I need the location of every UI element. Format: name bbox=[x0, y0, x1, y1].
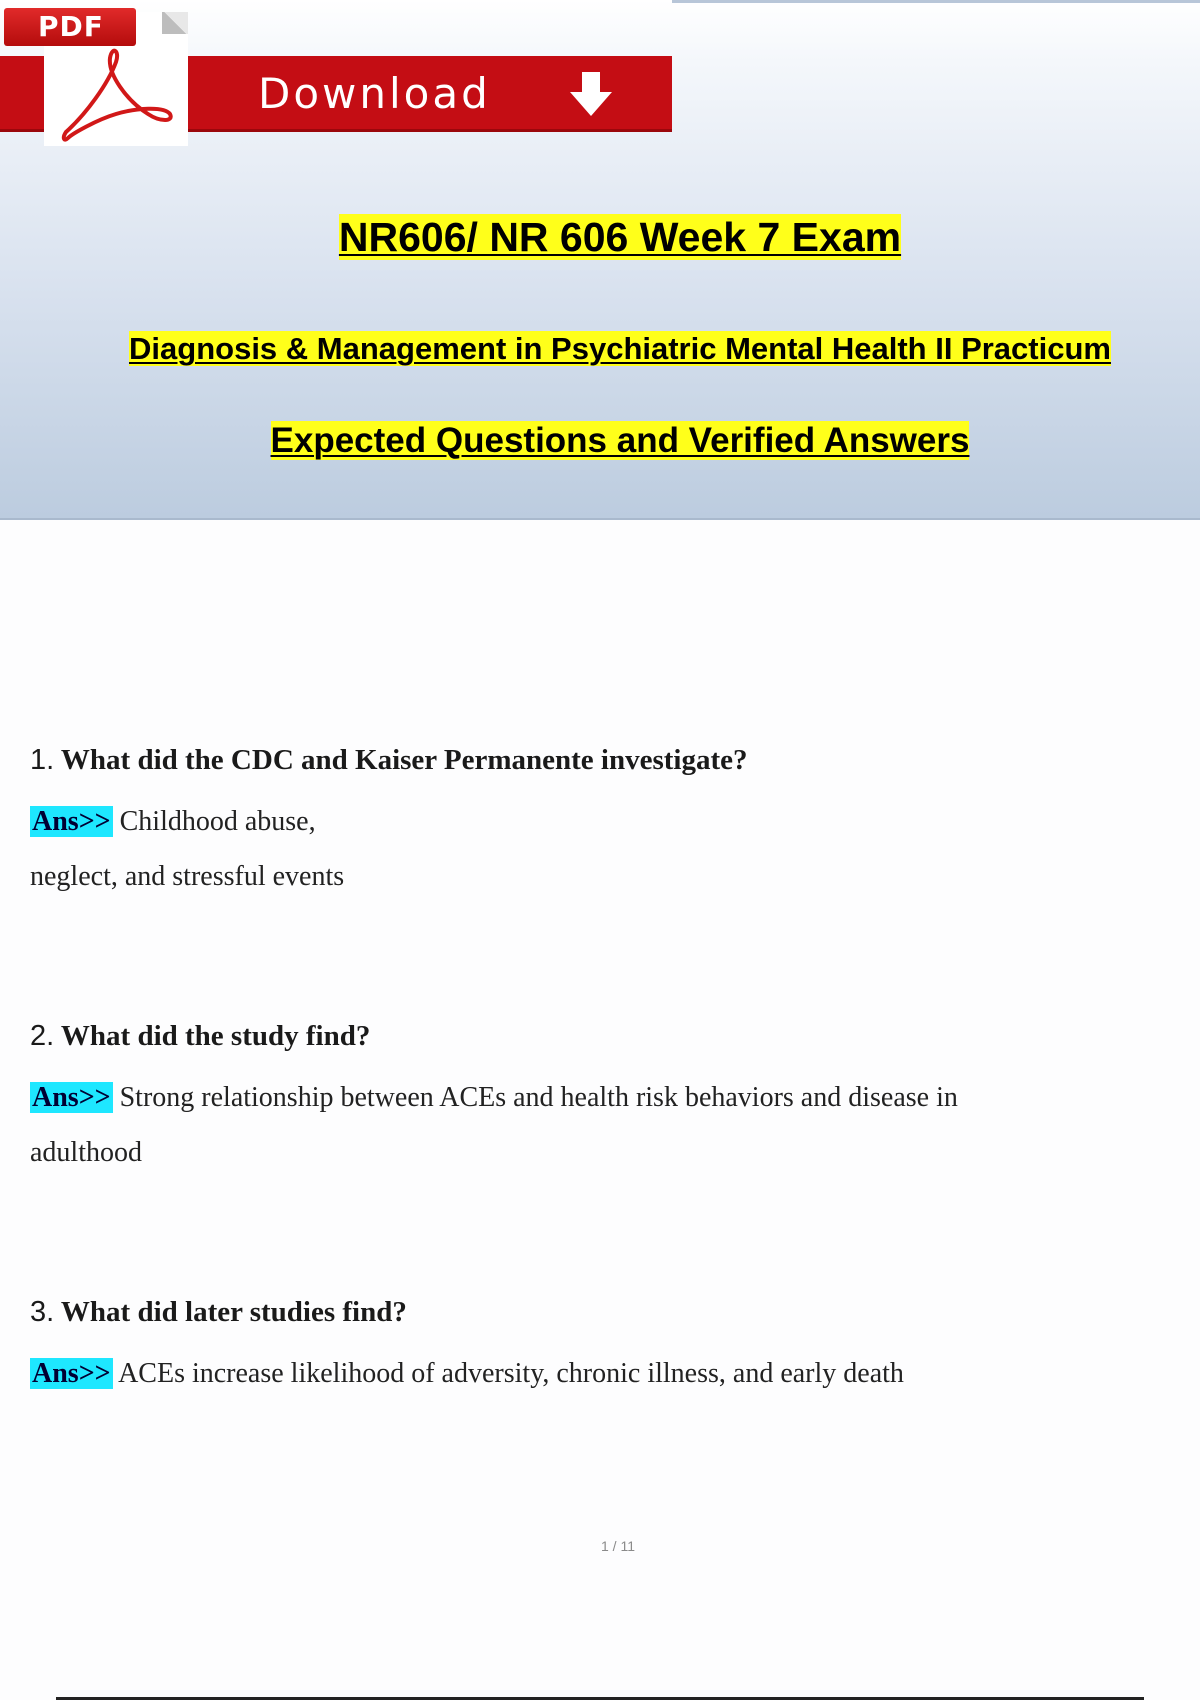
subtitle-course-text: Diagnosis & Management in Psychiatric Mental Health II Practicum bbox=[129, 331, 1111, 366]
qa-item bbox=[30, 740, 1160, 904]
question-text: What did the CDC and Kaiser Permanente investigate? bbox=[60, 744, 748, 776]
question-number: 3. bbox=[30, 1296, 55, 1328]
qa-item bbox=[30, 1016, 1160, 1180]
answer bbox=[30, 794, 1160, 904]
answer-tag: Ans>> bbox=[32, 806, 111, 837]
acrobat-icon bbox=[56, 44, 180, 144]
answer-line-1: Strong relationship between ACEs and health risk behaviors and disease in bbox=[119, 1082, 958, 1113]
question-text: What did later studies find? bbox=[60, 1296, 407, 1328]
download-label: Download bbox=[258, 69, 491, 118]
answer-line-2: adulthood bbox=[30, 1137, 142, 1168]
answer bbox=[30, 1346, 1160, 1401]
question-text: What did the study find? bbox=[60, 1020, 371, 1052]
answer-tag: Ans>> bbox=[32, 1358, 111, 1389]
download-arrow-icon bbox=[566, 70, 616, 120]
question bbox=[30, 740, 1160, 780]
question-number: 2. bbox=[30, 1020, 55, 1052]
document-subtitle-course bbox=[0, 326, 1200, 372]
answer-line-2: neglect, and stressful events bbox=[30, 861, 345, 892]
question bbox=[30, 1016, 1160, 1056]
document-subtitle-qa bbox=[0, 416, 1200, 466]
pdf-badge: PDF bbox=[4, 8, 136, 46]
question-number: 1. bbox=[30, 744, 55, 776]
top-rule bbox=[672, 0, 1200, 3]
subtitle-qa-text: Expected Questions and Verified Answers bbox=[270, 421, 970, 460]
document-title-text: NR606/ NR 606 Week 7 Exam bbox=[338, 214, 902, 260]
question bbox=[30, 1292, 1160, 1332]
answer-line-1: ACEs increase likelihood of adversity, chronic illness, and early death bbox=[118, 1358, 904, 1389]
answer-tag: Ans>> bbox=[32, 1082, 111, 1113]
document-title bbox=[0, 210, 1200, 264]
answer-line-1: Childhood abuse, bbox=[119, 806, 316, 837]
page-indicator: 1 / 11 bbox=[601, 1538, 635, 1554]
answer bbox=[30, 1070, 1160, 1180]
qa-item bbox=[30, 1292, 1160, 1401]
page-fold bbox=[162, 12, 188, 34]
